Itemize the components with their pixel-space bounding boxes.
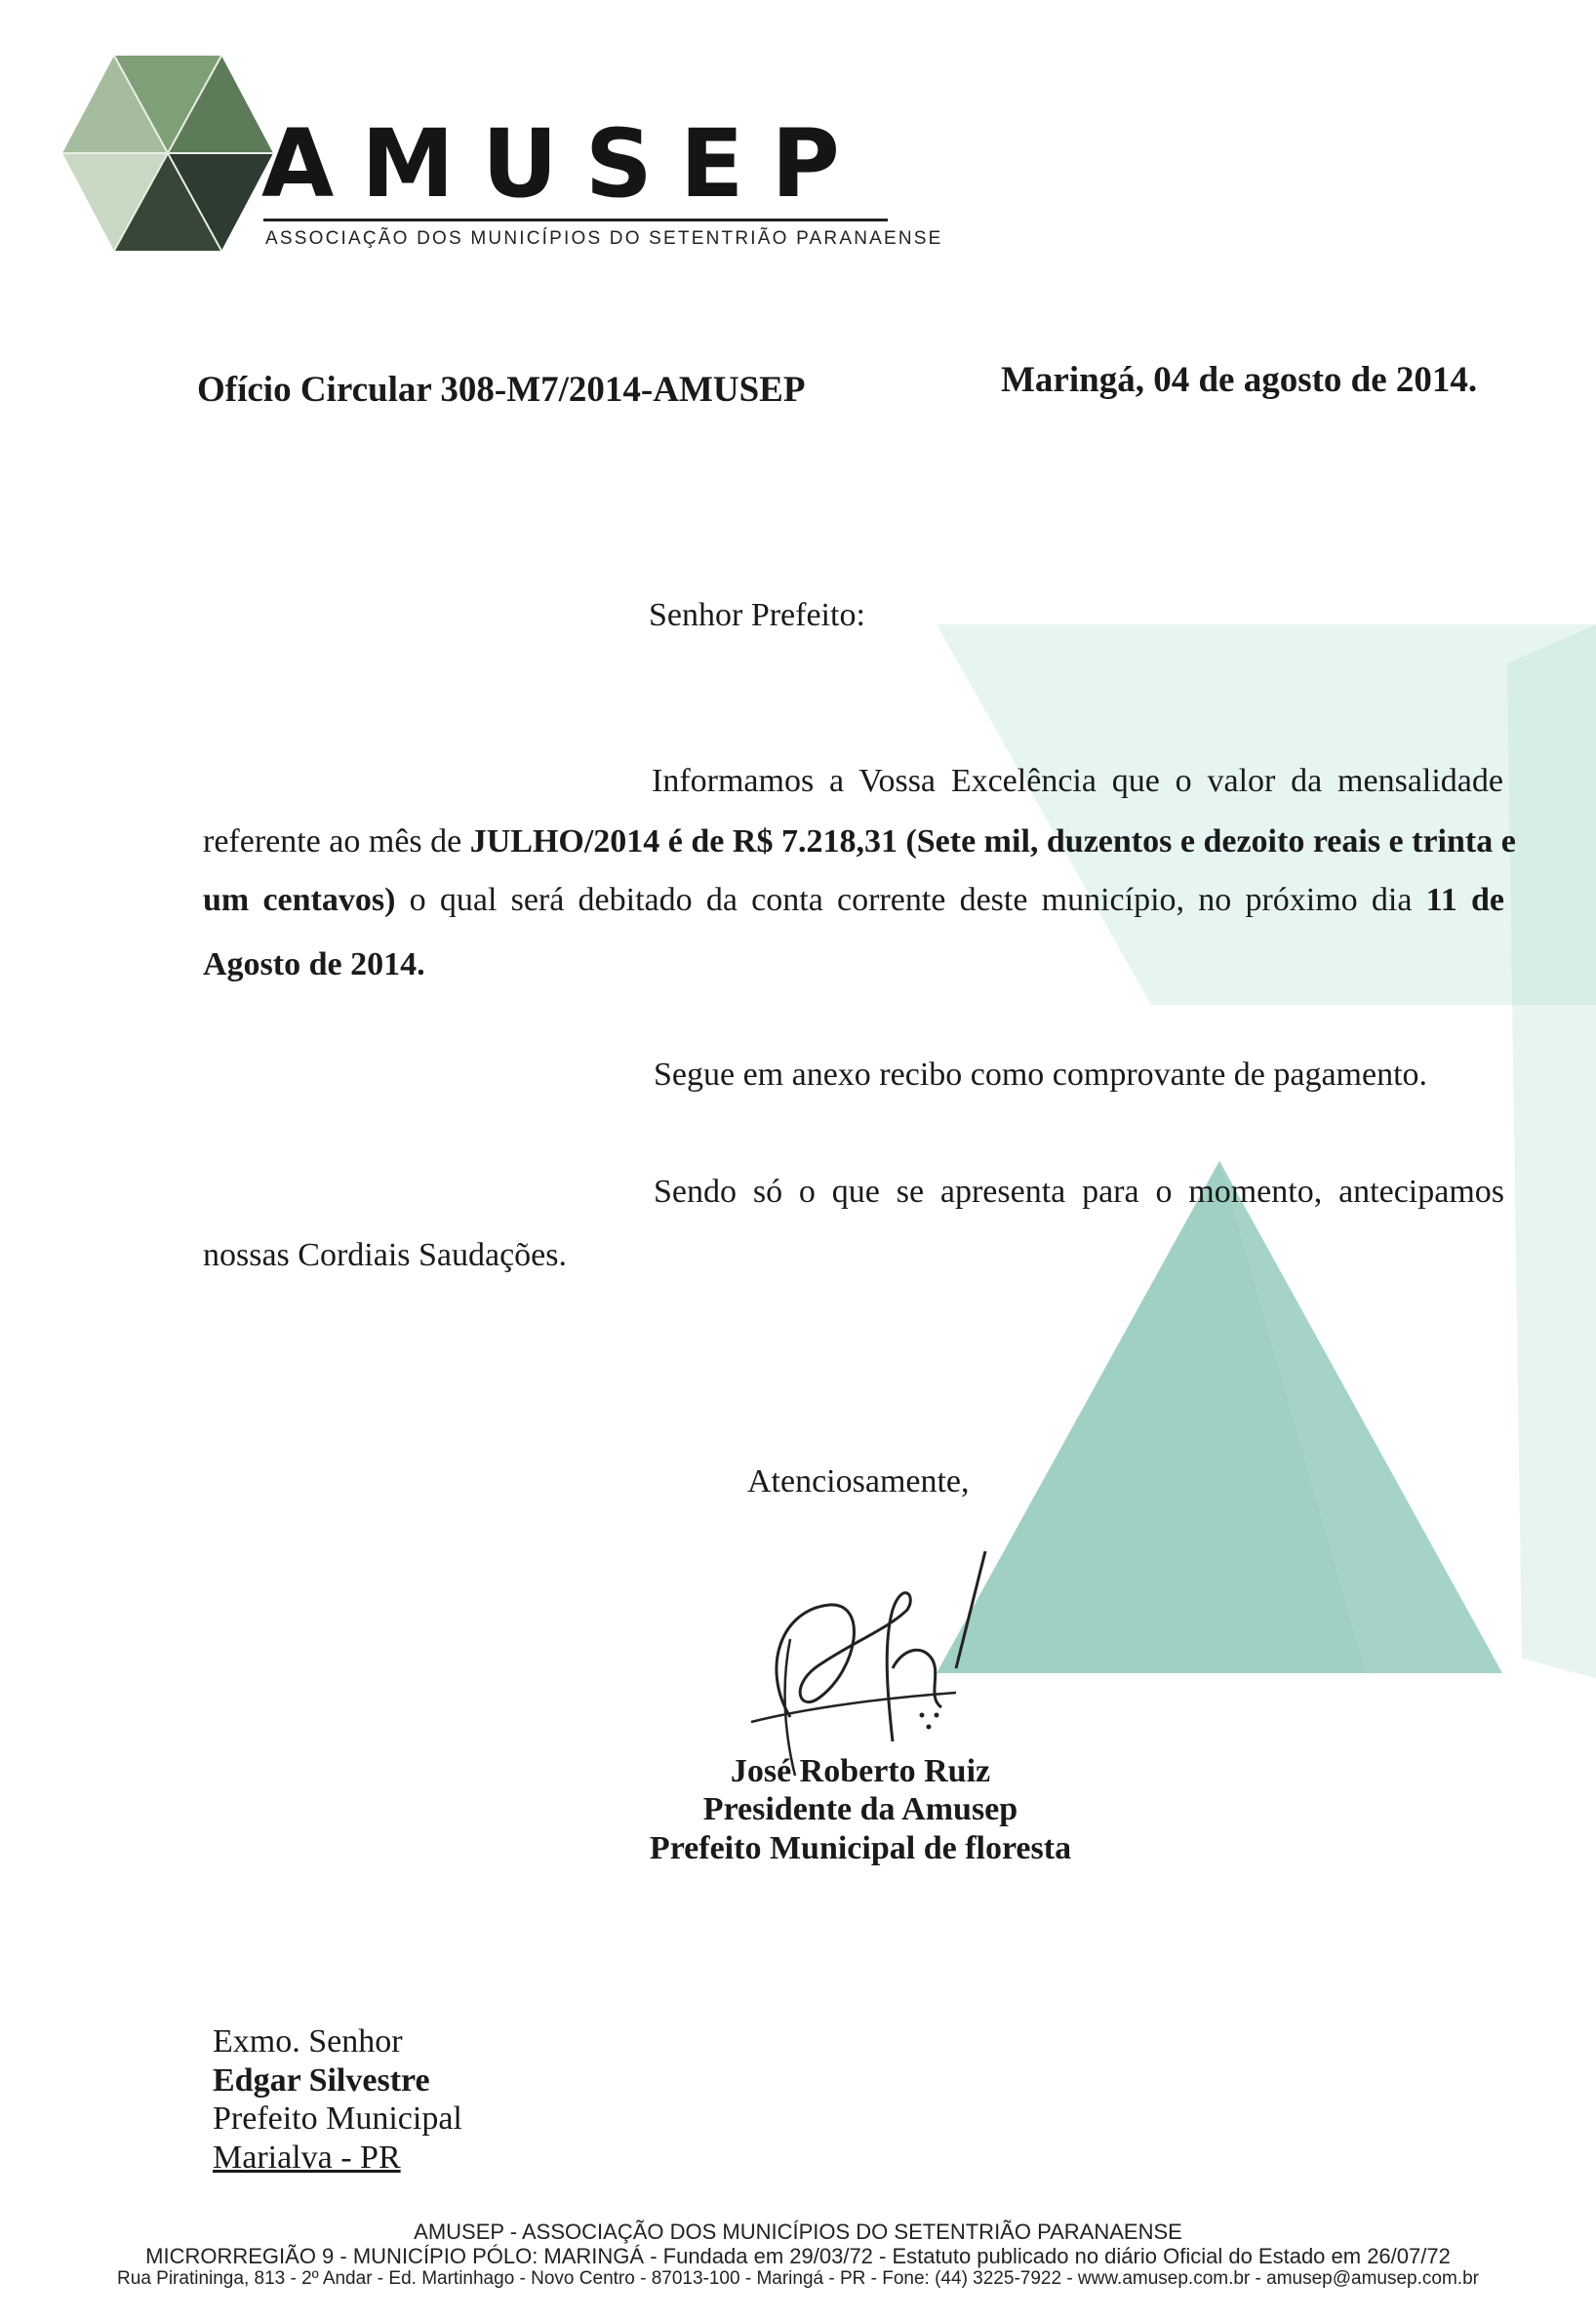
body-line-3 bbox=[203, 882, 1504, 919]
place-date: Maringá, 04 de agosto de 2014. bbox=[1001, 360, 1478, 400]
body-line-1: Informamos a Vossa Excelência que o valor da mensalidade bbox=[652, 763, 1503, 799]
footer-line-3: Rua Piratininga, 813 - 2º Andar - Ed. Martinhago - Novo Centro - 87013-100 - Maringá - PR - Fone: (44) 3225-7922 - www.amusep.com.br - amusep@amusep.com.br bbox=[117, 2268, 1479, 2289]
attachment-note: Segue em anexo recibo como comprovante de pagamento. bbox=[654, 1057, 1428, 1093]
recipient-role: Prefeito Municipal bbox=[213, 2100, 462, 2137]
amount-text: JULHO/2014 é de R$ 7.218,31 (Sete mil, duzentos e dezoito reais e trinta e bbox=[469, 823, 1516, 860]
body-line-2 bbox=[203, 823, 1516, 860]
salutation: Senhor Prefeito: bbox=[649, 597, 865, 633]
body-line-4 bbox=[203, 946, 425, 983]
recipient-name: Edgar Silvestre bbox=[213, 2062, 430, 2099]
body-line-3-text: o qual será debitado da conta corrente deste município, no próximo dia bbox=[395, 882, 1426, 918]
signatory-office: Prefeito Municipal de floresta bbox=[649, 1830, 1072, 1866]
signatory-role: Presidente da Amusep bbox=[702, 1791, 1018, 1827]
footer-line-2: MICRORREGIÃO 9 - MUNICÍPIO PÓLO: MARINGÁ - Fundada em 29/03/72 - Estatuto publicado no diário Oficial do Estado em 26/07/72 bbox=[145, 2244, 1451, 2268]
amusep-logo-icon bbox=[60, 51, 275, 256]
logo-divider bbox=[263, 219, 888, 221]
valediction: Atenciosamente, bbox=[747, 1463, 970, 1500]
closing-line-1: Sendo só o que se apresenta para o momento, antecipamos bbox=[654, 1174, 1504, 1210]
closing-line-2: nossas Cordiais Saudações. bbox=[203, 1237, 568, 1273]
debit-day-text: 11 de bbox=[1425, 882, 1504, 918]
logo-title: AMUSEP bbox=[261, 109, 867, 219]
handwritten-signature bbox=[722, 1551, 1015, 1785]
amount-cents-text: um centavos) bbox=[203, 882, 396, 918]
body-line-2-start: referente ao mês de bbox=[203, 823, 470, 860]
document-reference: Ofício Circular 308-M7/2014-AMUSEP bbox=[197, 370, 806, 410]
logo-subtitle: ASSOCIAÇÃO DOS MUNICÍPIOS DO SETENTRIÃO PARANAENSE bbox=[265, 228, 943, 249]
recipient-title: Exmo. Senhor bbox=[213, 2023, 403, 2060]
recipient-city: Marialva - PR bbox=[213, 2140, 401, 2176]
signatory-name: José Roberto Ruiz bbox=[730, 1753, 991, 1789]
debit-month-text: Agosto de 2014. bbox=[203, 946, 425, 982]
footer-line-1: AMUSEP - ASSOCIAÇÃO DOS MUNICÍPIOS DO SETENTRIÃO PARANAENSE bbox=[414, 2220, 1182, 2244]
